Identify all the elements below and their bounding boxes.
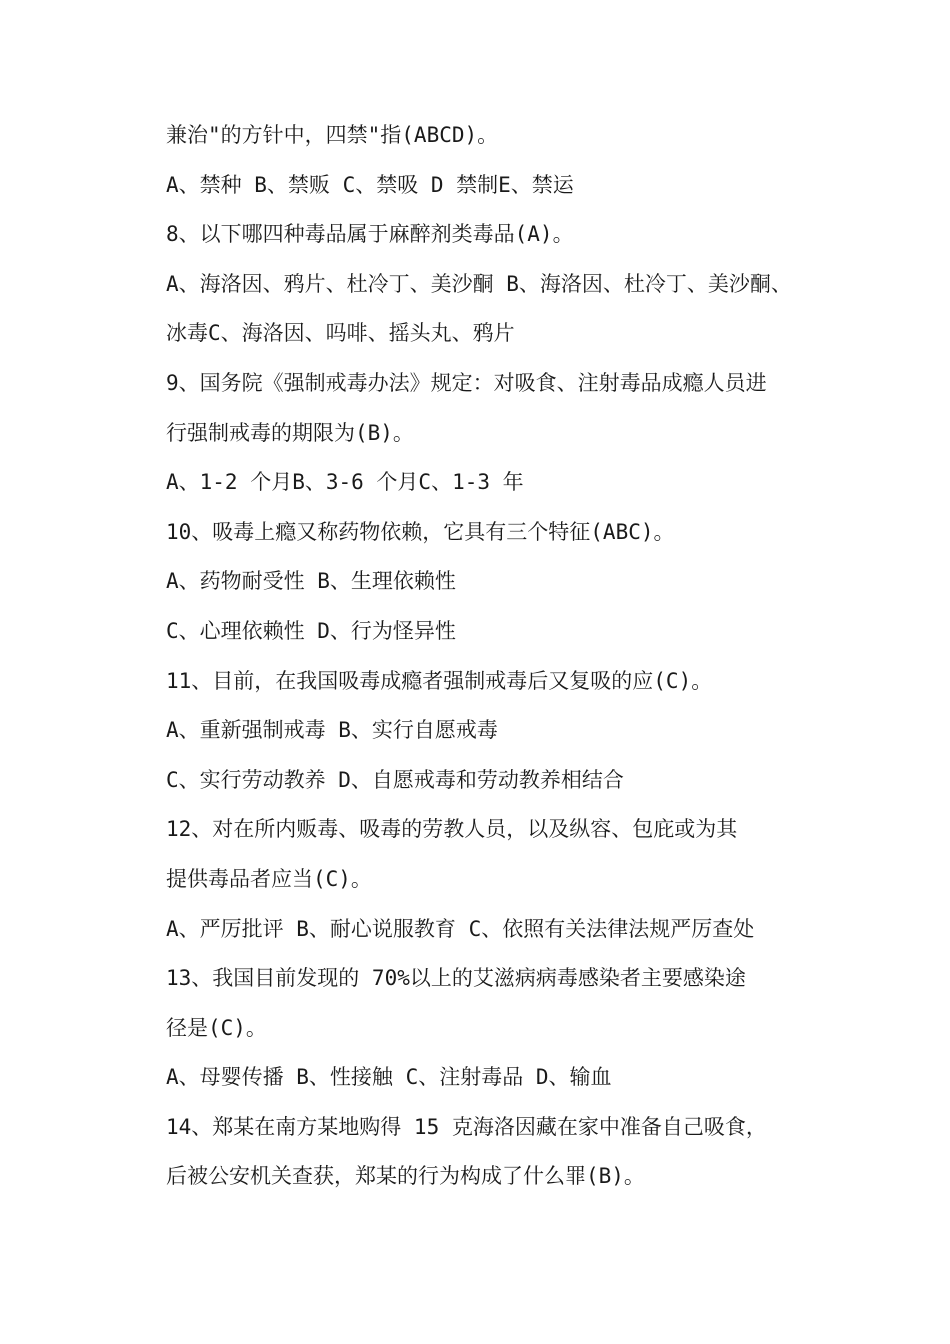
text-line: A、药物耐受性 B、生理依赖性 (166, 569, 456, 594)
text-line: A、海洛因、鸦片、杜冷丁、美沙酮 B、海洛因、杜冷丁、美沙酮、 (166, 271, 792, 296)
question-13: 13、我国目前发现的 70%以上的艾滋病病毒感染者主要感染途 (166, 966, 746, 991)
text-line: 径是(C)。 (166, 1015, 267, 1040)
question-9: 9、国务院《强制戒毒办法》规定：对吸食、注射毒品成瘾人员进 (166, 370, 767, 395)
text-line: C、实行劳动教养 D、自愿戒毒和劳动教养相结合 (166, 767, 624, 792)
text-line: A、禁种 B、禁贩 C、禁吸 D 禁制E、禁运 (166, 172, 574, 197)
question-8: 8、以下哪四种毒品属于麻醉剂类毒品(A)。 (166, 222, 574, 247)
text-line: C、心理依赖性 D、行为怪异性 (166, 618, 456, 643)
text-line: 冰毒C、海洛因、吗啡、摇头丸、鸦片 (166, 321, 515, 346)
question-14: 14、郑某在南方某地购得 15 克海洛因藏在家中准备自己吸食， (166, 1114, 767, 1139)
text-line: A、严厉批评 B、耐心说服教育 C、依照有关法律法规严厉查处 (166, 916, 755, 941)
question-11: 11、目前，在我国吸毒成瘾者强制戒毒后又复吸的应(C)。 (166, 668, 713, 693)
document-body (166, 111, 866, 1202)
text-line: 兼治"的方针中，四禁"指(ABCD)。 (166, 123, 499, 147)
text-line: 提供毒品者应当(C)。 (166, 866, 372, 891)
text-line: 后被公安机关查获，郑某的行为构成了什么罪(B)。 (166, 1164, 645, 1189)
text-line: 行强制戒毒的期限为(B)。 (166, 420, 414, 445)
question-10: 10、吸毒上瘾又称药物依赖，它具有三个特征(ABC)。 (166, 519, 675, 544)
text-line: A、母婴传播 B、性接触 C、注射毒品 D、输血 (166, 1065, 612, 1090)
question-12: 12、对在所内贩毒、吸毒的劳教人员，以及纵容、包庇或为其 (166, 817, 738, 842)
text-line: A、1-2 个月B、3-6 个月C、1-3 年 (166, 470, 524, 495)
text-line: A、重新强制戒毒 B、实行自愿戒毒 (166, 718, 498, 743)
